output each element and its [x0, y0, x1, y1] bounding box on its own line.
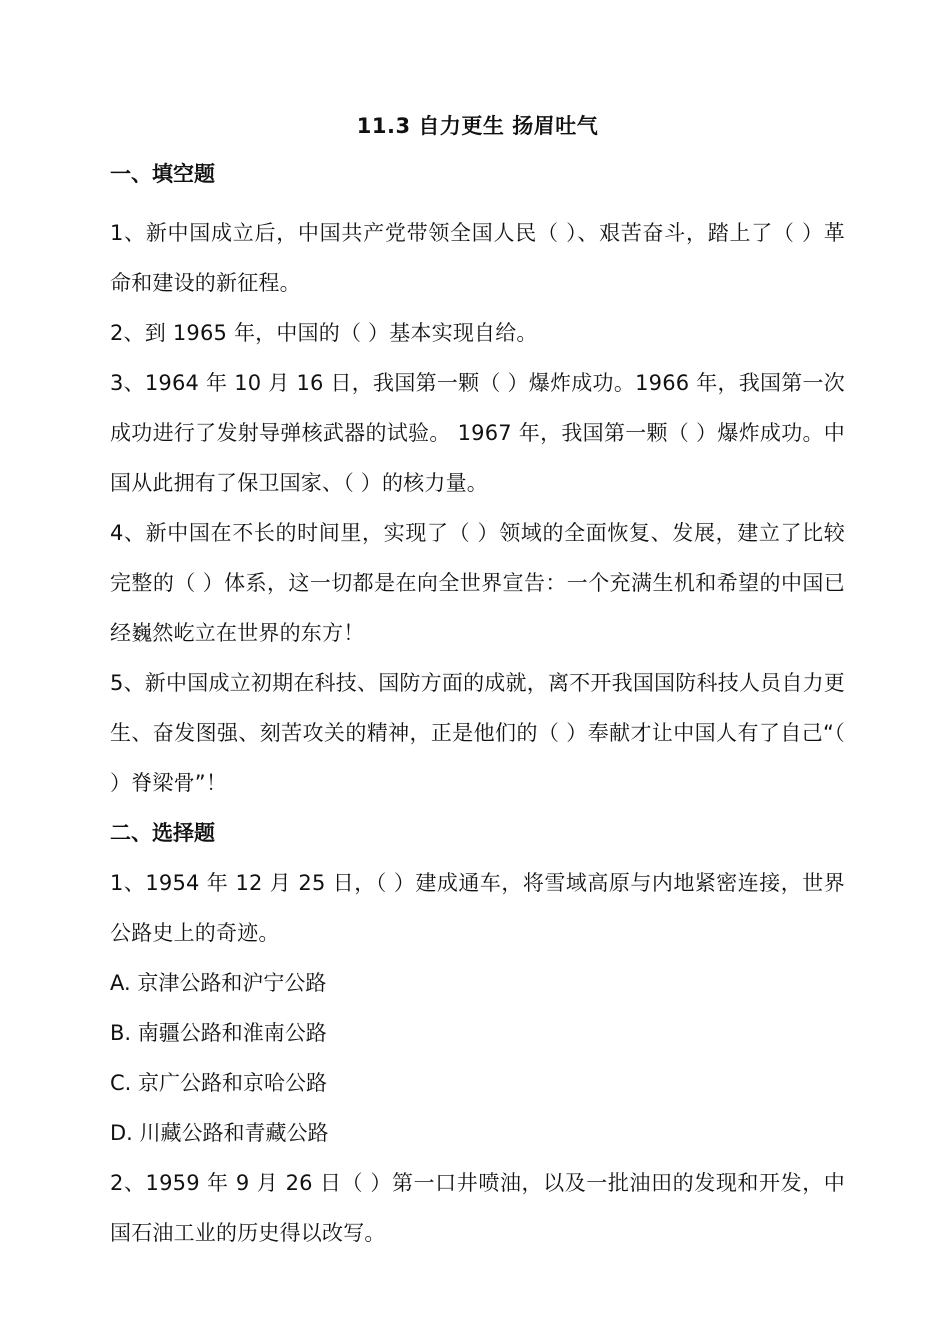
fill-blank-question-3: 3、1964 年 10 月 16 日，我国第一颗（ ）爆炸成功。1966 年，我国第一次成功进行了发射导弹核武器的试验。 1967 年，我国第一颗（ ）爆炸成功。中国从此拥有了保卫国家、（ ）的核力量。: [110, 371, 845, 495]
choice-question-1-option-a: A. 京津公路和沪宁公路: [110, 971, 327, 995]
choice-question-1-stem: 1、1954 年 12 月 25 日，（ ）建成通车，将雪域高原与内地紧密连接，世界公路史上的奇迹。: [110, 871, 845, 945]
worksheet-page: [110, 110, 845, 1258]
page-title: 11.3 自力更生 扬眉吐气: [356, 114, 599, 138]
fill-blank-question-2: 2、到 1965 年，中国的（ ）基本实现自给。: [110, 321, 538, 345]
fill-blank-question-4: 4、新中国在不长的时间里，实现了（ ）领域的全面恢复、发展，建立了比较完整的（ ）体系，这一切都是在向全世界宣告：一个充满生机和希望的中国已经巍然屹立在世界的东方！: [110, 521, 845, 645]
fill-blank-question-5: 5、新中国成立初期在科技、国防方面的成就，离不开我国国防科技人员自力更生、奋发图强、刻苦攻关的精神，正是他们的（ ）奉献才让中国人有了自己“（ ）脊梁骨”！: [110, 671, 845, 795]
choice-question-1-option-c: C. 京广公路和京哈公路: [110, 1071, 328, 1095]
fill-blank-question-1: 1、新中国成立后，中国共产党带领全国人民（ ）、艰苦奋斗，踏上了（ ）革命和建设的新征程。: [110, 221, 845, 295]
section-heading-multiple-choice: 二、选择题: [110, 821, 215, 845]
choice-question-1-option-d: D. 川藏公路和青藏公路: [110, 1121, 329, 1145]
choice-question-1-option-b: B. 南疆公路和淮南公路: [110, 1021, 327, 1045]
section-heading-fill-blank: 一、填空题: [110, 162, 215, 186]
choice-question-2-stem: 2、1959 年 9 月 26 日（ ）第一口井喷油，以及一批油田的发现和开发，中国石油工业的历史得以改写。: [110, 1171, 845, 1245]
